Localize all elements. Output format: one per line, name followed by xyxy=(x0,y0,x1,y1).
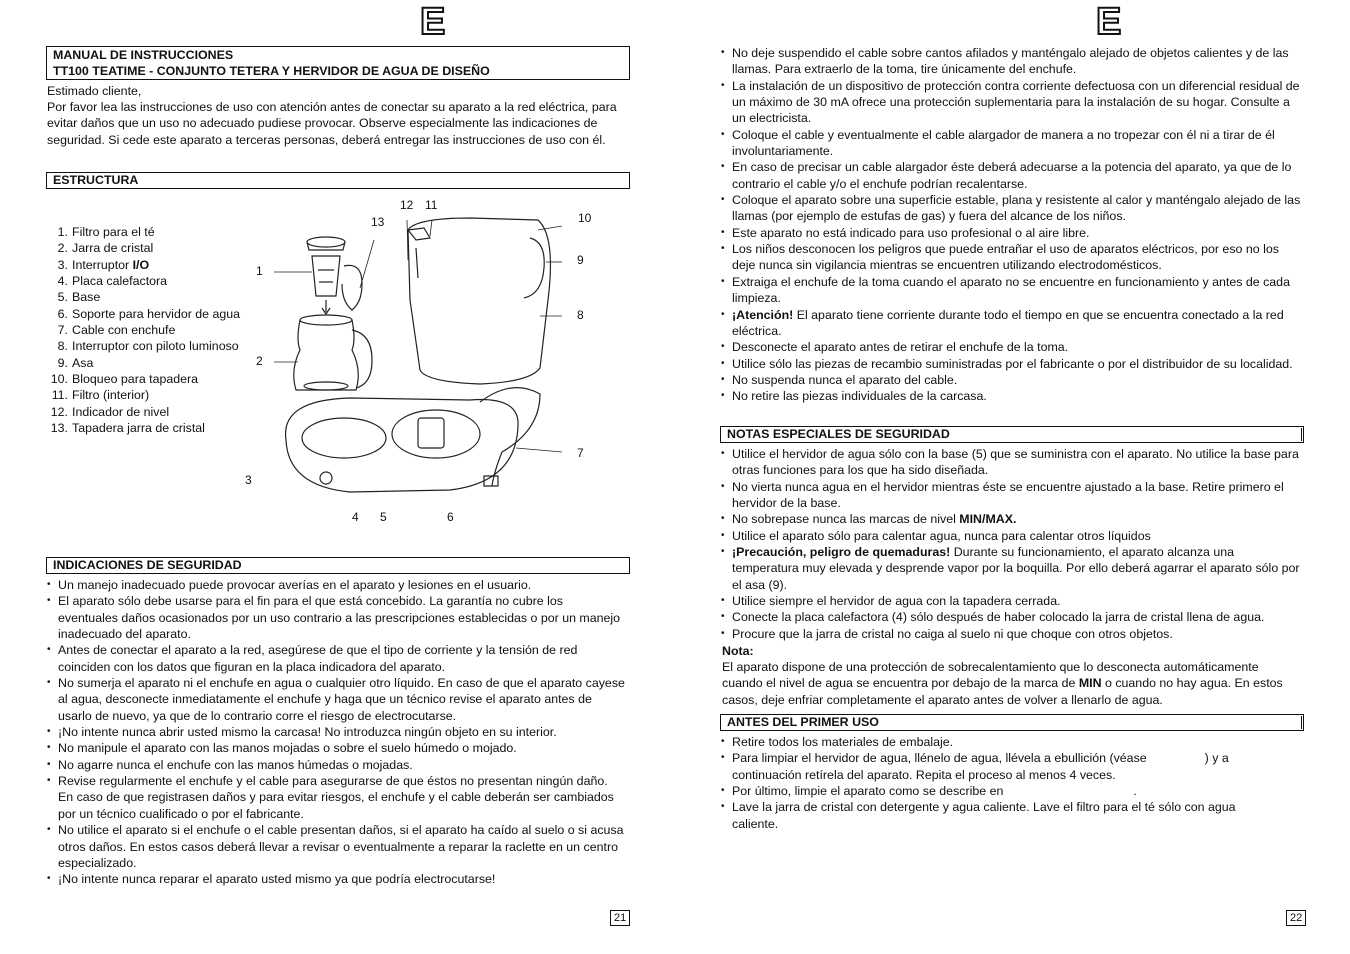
callout-12: 12 xyxy=(400,198,414,212)
part-label: Interruptor con piloto luminoso xyxy=(72,339,239,354)
antes-list xyxy=(721,734,1281,832)
list-item xyxy=(721,225,1303,241)
part-item xyxy=(46,273,240,289)
part-item xyxy=(46,224,240,240)
list-item xyxy=(721,241,1303,274)
part-label: Interruptor xyxy=(72,257,133,272)
part-item xyxy=(46,289,240,305)
kettle-holder xyxy=(392,410,480,458)
antes-item-4: Lave la jarra de cristal con detergente y agua caliente. Lave el filtro para el té sólo con agua caliente. xyxy=(732,800,1236,831)
callout-4: 4 xyxy=(352,510,359,524)
list-item: • Antes de conectar el aparato a la red, asegúrese de que el tipo de corriente y la tensión de red coinciden con los datos que figuran en la placa indicadora del aparato. xyxy=(47,642,625,675)
antes-item-3a: Por último, limpie el aparato como se describe en xyxy=(732,784,1004,799)
list-item xyxy=(721,609,1303,625)
list-item xyxy=(721,127,1303,160)
callout-5: 5 xyxy=(380,510,387,524)
antes-item-2a: Para limpiar el hervidor de agua, llénelo de agua, llévela a ebullición (véase xyxy=(732,751,1147,766)
safety-list xyxy=(47,577,625,888)
cable-shape xyxy=(480,388,540,486)
callout-13: 13 xyxy=(371,215,385,229)
list-item: • Un manejo inadecuado puede provocar averías en el aparato y lesiones en el usuario. xyxy=(47,577,625,593)
part-item xyxy=(46,420,240,436)
nota-label: Nota: xyxy=(722,644,754,658)
item-text: No vierta nunca agua en el hervidor mientras éste se encuentre ajustado a la base. Retire primero el hervidor de la base. xyxy=(732,479,1284,511)
section-seguridad xyxy=(46,557,630,574)
item-bold: ¡Precaución, peligro de quemaduras! xyxy=(732,545,951,560)
safety-list-continued xyxy=(721,45,1303,405)
item-text: Desconecte el aparato antes de retirar el enchufe de la toma. xyxy=(732,340,1069,355)
jug-body xyxy=(294,320,359,390)
part-label: Jarra de cristal xyxy=(72,241,154,256)
part-label: Tapadera jarra de cristal xyxy=(72,421,205,436)
part-number: 4. xyxy=(57,274,68,289)
section-title: ANTES DEL PRIMER USO xyxy=(727,715,879,729)
section-antes xyxy=(720,714,1304,731)
part-number: 10. xyxy=(50,372,68,387)
item-text: El aparato tiene corriente durante todo el tiempo en que se encuentra conectado a la red eléctrica. xyxy=(732,307,1284,338)
list-item: • No utilice el aparato si el enchufe o el cable presentan daños, si el aparato ha caído al suelo o si acusa otros daños. En estos casos deberá llevar a revisar o eventualmente a reparar la raclette en un centro especializado. xyxy=(47,822,625,871)
list-item: • ¡No intente nunca reparar el aparato usted mismo ya que podría electrocutarse! xyxy=(47,871,625,887)
item-text: Utilice sólo las piezas de recambio suministradas por el fabricante o por el distribuidor de su localidad. xyxy=(732,356,1293,371)
heating-plate xyxy=(302,418,386,458)
part-number: 3. xyxy=(57,257,68,272)
list-item xyxy=(721,734,1281,750)
notas-list xyxy=(721,446,1303,642)
list-item: • No sumerja el aparato ni el enchufe en agua o cualquier otro líquido. En caso de que el aparato cayese al agua, desconecte inmediatamente el enchufe y haga que un técnico revise el aparato antes de usarlo de nuevo, ya que de lo contrario corre el riesgo de electrocutarse. xyxy=(47,675,625,724)
list-item xyxy=(721,192,1303,225)
lid-shape xyxy=(307,237,345,247)
list-item xyxy=(721,339,1303,355)
nota-text-a: El aparato dispone de una protección de sobrecalentamiento que lo desconecta automáticamente cuando el nivel de agua se encuentra por debajo de la marca de xyxy=(722,660,1259,691)
section-notas xyxy=(720,426,1304,443)
item-text: Utilice siempre el hervidor de agua con la tapadera cerrada. xyxy=(732,594,1061,609)
item-text: No deje suspendido el cable sobre cantos afilados y manténgalo alejado de objetos calientes y de las llamas. Para extraerlo de la toma, tire únicamente del enchufe. xyxy=(732,46,1289,77)
page-letter-left: E xyxy=(420,1,446,43)
list-item xyxy=(721,750,1281,783)
switch-shape xyxy=(320,472,332,484)
part-item xyxy=(46,404,240,420)
section-title: INDICACIONES DE SEGURIDAD xyxy=(53,558,242,572)
antes-item-1: Retire todos los materiales de embalaje. xyxy=(732,735,954,749)
list-item xyxy=(721,274,1303,307)
list-item xyxy=(721,388,1303,404)
item-text: No retire las piezas individuales de la carcasa. xyxy=(732,389,987,404)
item-bold: ¡Atención! xyxy=(732,307,794,322)
part-label: Bloqueo para tapadera xyxy=(72,372,199,387)
section-title: NOTAS ESPECIALES DE SEGURIDAD xyxy=(727,427,950,441)
parts-list xyxy=(46,224,240,436)
callout-7: 7 xyxy=(577,446,584,460)
item-text: No suspenda nunca el aparato del cable. xyxy=(732,372,958,387)
section-estructura xyxy=(46,172,630,189)
part-label: Soporte para hervidor de agua xyxy=(72,306,241,321)
part-number: 11. xyxy=(51,388,68,403)
part-item xyxy=(46,306,240,322)
part-number: 7. xyxy=(57,323,68,338)
callout-11: 11 xyxy=(425,198,438,212)
part-number: 6. xyxy=(57,306,68,321)
item-text: Procure que la jarra de cristal no caiga al suelo ni que choque con otros objetos. xyxy=(732,626,1173,641)
page-number-right: 22 xyxy=(1286,910,1306,926)
kettle-body xyxy=(408,218,550,384)
item-text: Coloque el aparato sobre una superficie estable, plana y resistente al calor y manténgalo alejado de las llamas (por ejemplo de estufas de gas) y fuera del alcance de los niños. xyxy=(732,193,1301,224)
product-title: TT100 TEATIME - CONJUNTO TETERA Y HERVIDOR DE AGUA DE DISEÑO xyxy=(53,64,490,78)
list-item xyxy=(721,593,1303,609)
list-item xyxy=(721,372,1303,388)
callout-8: 8 xyxy=(577,308,584,322)
item-text: No sobrepase nunca las marcas de nivel xyxy=(732,512,960,527)
list-item xyxy=(721,45,1303,78)
nota-bold: MIN xyxy=(1078,676,1102,691)
item-text: Utilice el aparato sólo para calentar agua, nunca para calentar otros líquidos xyxy=(732,528,1151,543)
item-bold: MIN/MAX. xyxy=(959,512,1017,527)
part-label: Filtro (interior) xyxy=(72,388,150,403)
item-text: La instalación de un dispositivo de protección contra corriente defectuosa con un diferencial residual de un máximo de 30 mA ofrece una protección suplementaria para la instalación de su hogar. Consulte a un electricista. xyxy=(732,78,1300,126)
page-letter-right: E xyxy=(1096,1,1122,43)
antes-item-2b: ) y a continuación retírela del aparato. Repita el proceso al menos 4 veces. xyxy=(732,751,1229,782)
part-item xyxy=(46,338,240,354)
manual-header xyxy=(46,46,630,80)
jug-handle xyxy=(352,330,372,388)
item-text: Los niños desconocen los peligros que puede entrañar el uso de aparatos eléctricos, por eso no los deje nunca sin vigilancia mientras se encuentren utilizando electrodomésticos. xyxy=(732,242,1279,273)
list-item: • Revise regularmente el enchufe y el cable para asegurarse de que éstos no presentan ningún daño. En caso de que registrasen daños y para evitar riesgos, el enchufe y el cable deberán ser cambiados por un técnico cualificado o por el fabricante. xyxy=(47,773,625,822)
filter-shape xyxy=(312,256,340,296)
list-item: • ¡No intente nunca abrir usted mismo la carcasa! No introduzca ningún objeto en su interior. xyxy=(47,724,625,740)
item-text: En caso de precisar un cable alargador éste deberá adecuarse a la potencia del aparato, ya que de lo contrario el cable y/o el enchufe podrían recalentarse. xyxy=(732,160,1292,191)
item-text: Extraiga el enchufe de la toma cuando el aparato no se encuentre en funcionamiento y antes de cada limpieza. xyxy=(732,274,1290,306)
part-number: 2. xyxy=(57,241,68,256)
list-item xyxy=(721,511,1303,527)
list-item xyxy=(721,544,1303,593)
callout-1: 1 xyxy=(256,264,263,278)
part-number: 8. xyxy=(57,339,68,354)
list-item xyxy=(721,479,1303,512)
product-diagram xyxy=(240,190,640,530)
list-item xyxy=(721,356,1303,372)
callout-6: 6 xyxy=(447,510,454,524)
section-title: ESTRUCTURA xyxy=(53,173,139,187)
item-text: Durante su funcionamiento, el aparato alcanza una temperatura muy elevada y desprende vapor por la boquilla. Por ello deberá agarrar el aparato sólo por el asa (9). xyxy=(732,545,1300,592)
list-item xyxy=(721,159,1303,192)
list-item: • El aparato sólo debe usarse para el fin para el que está concebido. La garantía no cubre los eventuales daños ocasionados por un uso contrario a las prescripciones establecidas o por un manejo inadecuado del aparato. xyxy=(47,593,625,642)
part-number: 13. xyxy=(50,421,68,436)
list-item: • No agarre nunca el enchufe con las manos húmedas o mojadas. xyxy=(47,757,625,773)
part-label: Asa xyxy=(72,355,94,370)
part-label: Placa calefactora xyxy=(72,274,168,289)
antes-item-3b: . xyxy=(1133,784,1137,799)
list-item: • No manipule el aparato con las manos mojadas o sobre el suelo húmedo o mojado. xyxy=(47,740,625,756)
list-item xyxy=(721,78,1303,127)
part-label: Filtro para el té xyxy=(72,225,155,239)
list-item xyxy=(721,783,1281,799)
part-number: 1. xyxy=(57,225,68,239)
part-label: Base xyxy=(72,290,101,305)
part-label: Cable con enchufe xyxy=(72,323,176,338)
part-number: 9. xyxy=(57,355,68,370)
item-text: Este aparato no está indicado para uso profesional o al aire libre. xyxy=(732,225,1090,240)
kettle-handle xyxy=(524,238,544,298)
item-text: Conecte la placa calefactora (4) sólo después de haber colocado la jarra de cristal llena de agua. xyxy=(732,610,1265,625)
part-label-bold: I/O xyxy=(132,257,150,272)
list-item xyxy=(721,799,1281,832)
list-item xyxy=(721,528,1303,544)
jug-top xyxy=(300,315,352,325)
callout-2: 2 xyxy=(256,354,263,368)
page-number-left: 21 xyxy=(610,910,630,926)
intro-body: Por favor lea las instrucciones de uso con atención antes de conectar su aparato a la red eléctrica, para evitar daños que un uso no adecuado pudiese provocar. Observe especialmente las indicaciones de seguridad. Si cede este aparato a terceras personas, deberá entregar las instrucciones de uso con él. xyxy=(47,100,617,147)
list-item xyxy=(721,307,1303,340)
part-item xyxy=(46,371,240,387)
callout-3: 3 xyxy=(245,473,252,487)
callout-10: 10 xyxy=(578,211,592,225)
manual-title: MANUAL DE INSTRUCCIONES xyxy=(53,48,234,62)
part-label: Indicador de nivel xyxy=(72,404,170,419)
part-item xyxy=(46,322,240,338)
list-item xyxy=(721,446,1303,479)
item-text: Utilice el hervidor de agua sólo con la base (5) que se suministra con el aparato. No utilice la base para otras funciones para los que ha sido diseñada. xyxy=(732,447,1299,478)
part-item xyxy=(46,240,240,256)
callout-9: 9 xyxy=(577,253,584,267)
item-text: Coloque el cable y eventualmente el cable alargador de manera a no tropezar con él ni a tirar de él involuntariamente. xyxy=(732,127,1275,159)
part-number: 12. xyxy=(50,404,68,419)
part-item xyxy=(46,387,240,403)
nota-text xyxy=(722,659,1302,708)
nota-text-b: o cuando no hay agua. En estos casos, deje enfriar completamente el aparato antes de volver a llenarlo de agua. xyxy=(722,676,1283,707)
list-item xyxy=(721,626,1303,642)
intro-greeting: Estimado cliente, xyxy=(47,84,142,98)
part-number: 5. xyxy=(57,290,68,305)
lid-handle-shape xyxy=(342,265,362,310)
part-item xyxy=(46,355,240,371)
part-item xyxy=(46,257,240,273)
